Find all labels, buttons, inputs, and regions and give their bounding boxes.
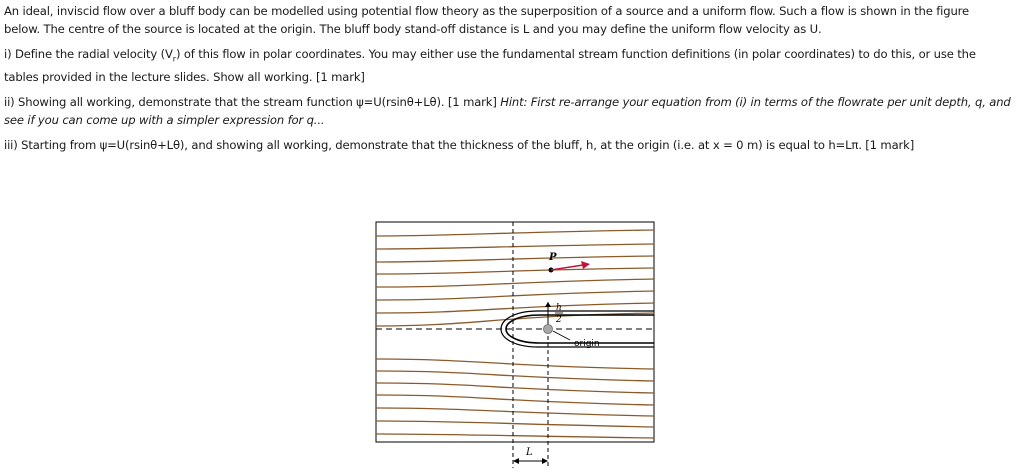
streamline — [376, 434, 654, 438]
question-text — [4, 2, 1019, 161]
intro-line-2: below. The centre of the source is located at the origin. The bluff body stand-off distance is L and you may define the uniform flow velocity as U. — [4, 22, 822, 36]
streamline — [376, 256, 654, 262]
streamline — [376, 383, 654, 393]
streamline — [376, 244, 654, 249]
question-1-line-2: tables provided in the lecture slides. Show all working. [1 mark] — [4, 70, 365, 85]
streamline — [376, 230, 654, 236]
question-1-post: ) of this flow in polar coordinates. You may either use the fundamental stream function definitions (in polar coordinates) to do this, or use the — [175, 47, 976, 61]
question-2-hint-b: see if you can come up with a simpler expression for q... — [4, 113, 325, 128]
origin-leader-line — [553, 331, 570, 340]
question-2 — [4, 93, 1019, 129]
question-1-sub: r — [172, 54, 176, 64]
origin-dot — [544, 325, 553, 334]
streamline — [376, 291, 654, 300]
two-label: 2 — [556, 315, 562, 325]
question-3-text: iii) Starting from ψ=U(rsinθ+Lθ), and showing all working, demonstrate that the thickness of the bluff, h, at the origin (i.e. at x = 0 m) is equal to h=Lπ. [1 mark] — [4, 138, 915, 153]
l-arrowhead-right — [542, 458, 548, 464]
question-2-hint-a: Hint: First re-arrange your equation from (i) in terms of the flowrate per unit depth, q, and — [500, 95, 1011, 110]
h-half-arrowhead — [545, 302, 551, 307]
question-1-pre: i) Define the radial velocity (V — [4, 47, 173, 61]
streamline — [376, 408, 654, 416]
streamlines — [376, 230, 654, 438]
l-arrowhead-left — [513, 458, 519, 464]
question-1 — [4, 45, 1019, 86]
flow-figure — [360, 212, 660, 468]
streamline — [376, 421, 654, 427]
origin-label: origin — [574, 339, 600, 349]
streamline — [376, 268, 654, 274]
flow-diagram — [360, 212, 660, 468]
streamline — [376, 279, 654, 287]
h-label: h — [556, 303, 562, 313]
point-p-label: P — [549, 252, 557, 263]
question-3 — [4, 136, 1019, 154]
l-label: L — [526, 447, 533, 458]
streamline — [376, 395, 654, 405]
intro-line-1: An ideal, inviscid flow over a bluff body can be modelled using potential flow theory as the superposition of a source and a uniform flow. Such a flow is shown in the figure — [4, 4, 969, 18]
intro-paragraph — [4, 2, 1019, 38]
question-2-main: ii) Showing all working, demonstrate that the stream function ψ=U(rsinθ+Lθ). [1 mark] — [4, 95, 501, 110]
streamline — [376, 371, 654, 381]
velocity-arrowhead — [581, 261, 590, 269]
streamline — [376, 359, 654, 369]
